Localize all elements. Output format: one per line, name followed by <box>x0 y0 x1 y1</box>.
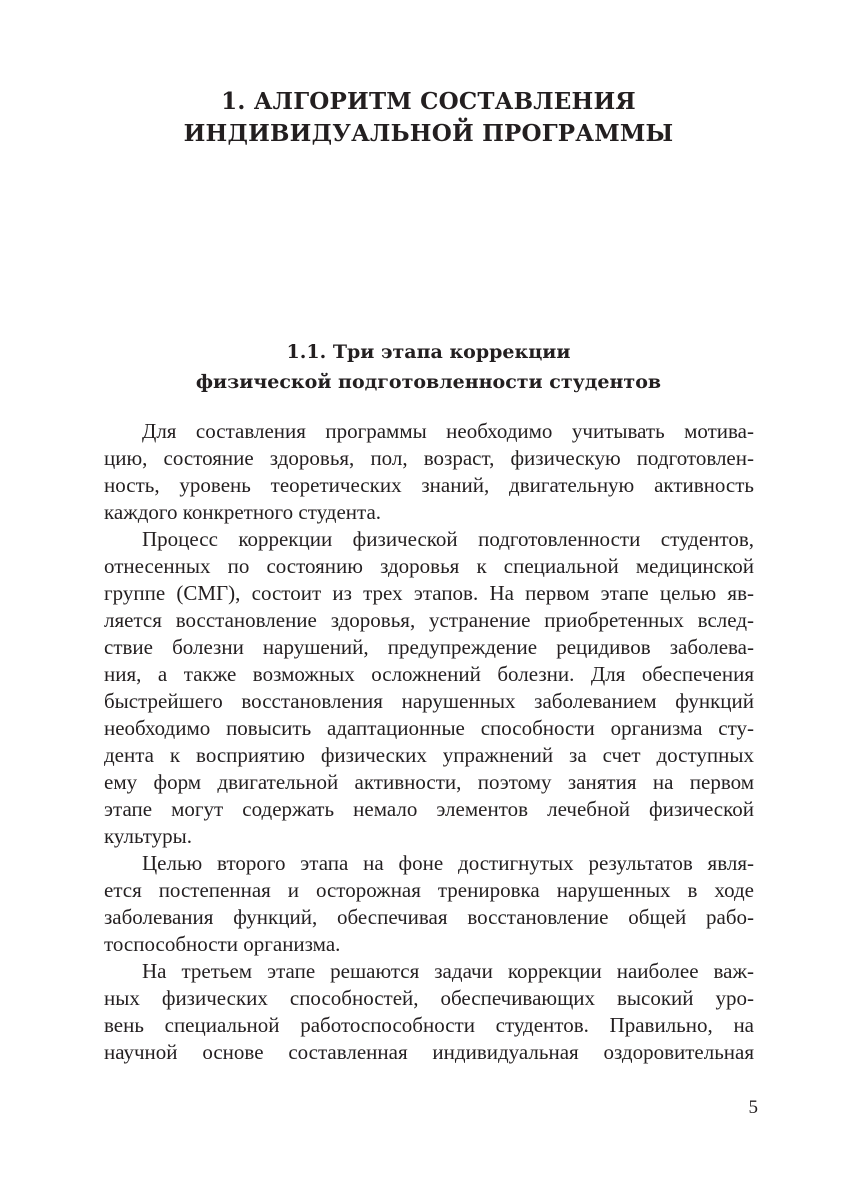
text-line: этапе могут содержать немало элементов лечебной физической <box>104 797 754 821</box>
text-line: тоспособности организма. <box>104 932 341 956</box>
text-line: цию, состояние здоровья, пол, возраст, физическую подготовлен- <box>104 446 754 470</box>
text-line: заболевания функций, обеспечивая восстановление общей рабо- <box>104 905 754 929</box>
text-line: каждого конкретного студента. <box>104 500 382 524</box>
text-line: Процесс коррекции физической подготовленности студентов, <box>142 527 754 551</box>
text-line: культуры. <box>104 824 192 848</box>
paragraph-1 <box>104 418 754 526</box>
text-line: Целью второго этапа на фоне достигнутых результатов явля- <box>142 851 754 875</box>
text-line: необходимо повысить адаптационные способности организма сту- <box>104 716 754 740</box>
text-line: ных физических способностей, обеспечивающих высокий уро- <box>104 986 754 1010</box>
section-title-line-1: 1.1. Три этапа коррекции <box>286 341 571 363</box>
chapter-title-line-2: ИНДИВИДУАЛЬНОЙ ПРОГРАММЫ <box>183 120 674 147</box>
paragraph-3 <box>104 850 754 958</box>
text-line: ность, уровень теоретических знаний, двигательную активность <box>104 473 754 497</box>
page-number: 5 <box>748 1097 758 1118</box>
text-line: ляется восстановление здоровья, устранение приобретенных вслед- <box>104 608 754 632</box>
paragraph-2 <box>104 526 754 850</box>
section-title <box>0 337 857 397</box>
text-line: ния, а также возможных осложнений болезни. Для обеспечения <box>104 662 754 686</box>
body-text <box>104 418 754 1066</box>
text-line: быстрейшего восстановления нарушенных заболеванием функций <box>104 689 754 713</box>
paragraph-4 <box>104 958 754 1066</box>
section-title-line-2: физической подготовленности студентов <box>195 371 662 393</box>
text-line: вень специальной работоспособности студентов. Правильно, на <box>104 1013 754 1037</box>
chapter-title <box>0 86 857 150</box>
text-line: Для составления программы необходимо учитывать мотива- <box>142 419 754 443</box>
text-line: научной основе составленная индивидуальная оздоровительная <box>104 1040 754 1064</box>
chapter-title-line-1: 1. АЛГОРИТМ СОСТАВЛЕНИЯ <box>221 88 636 115</box>
text-line: ется постепенная и осторожная тренировка нарушенных в ходе <box>104 878 754 902</box>
text-line: ствие болезни нарушений, предупреждение рецидивов заболева- <box>104 635 754 659</box>
text-line: группе (СМГ), состоит из трех этапов. На первом этапе целью яв- <box>104 581 754 605</box>
text-line: На третьем этапе решаются задачи коррекции наиболее важ- <box>142 959 754 983</box>
text-line: ему форм двигательной активности, поэтому занятия на первом <box>104 770 754 794</box>
text-line: дента к восприятию физических упражнений за счет доступных <box>104 743 754 767</box>
text-line: отнесенных по состоянию здоровья к специальной медицинской <box>104 554 754 578</box>
